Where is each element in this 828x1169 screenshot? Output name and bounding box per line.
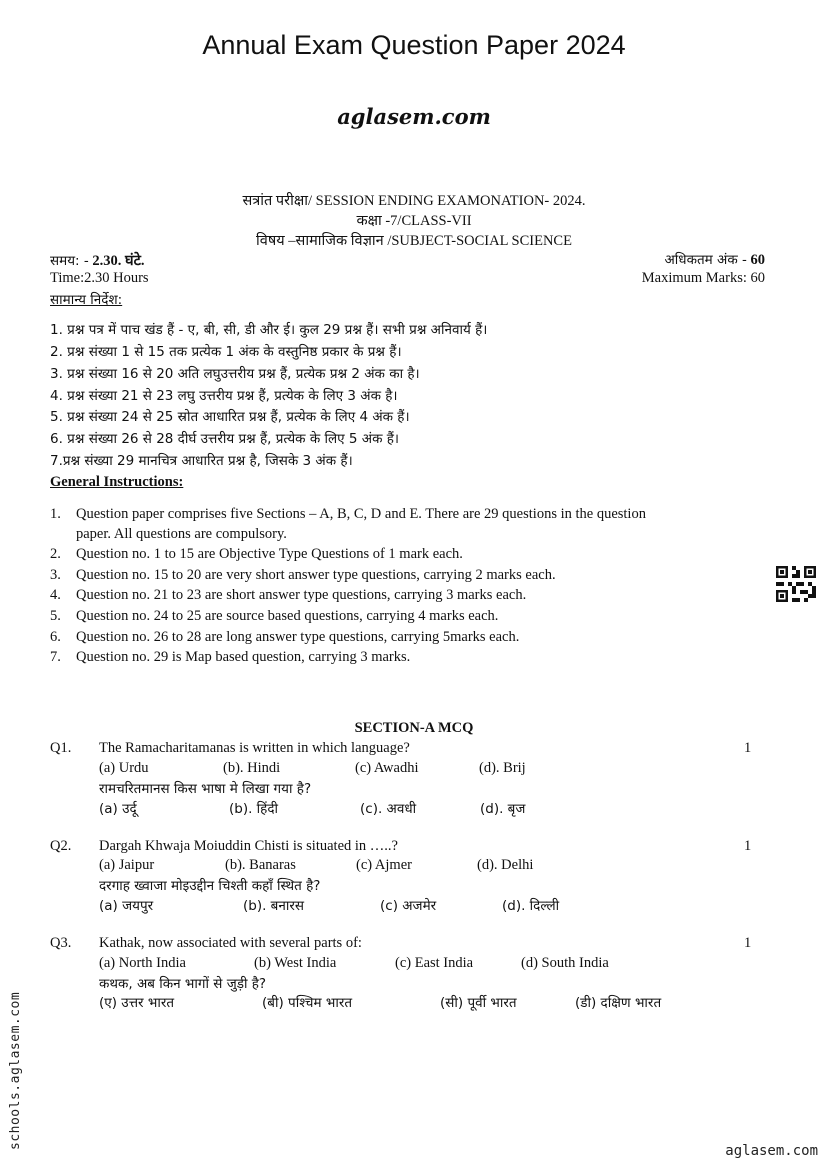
instruction-number: 2. [50,546,61,562]
max-marks-hindi-label: अधिकतम अंक - [664,252,747,268]
question-text-hindi: दरगाह ख्वाजा मोइउद्दीन चिश्ती कहाँ स्थित है? [99,878,321,894]
instruction-text-continued: paper. All questions are compulsory. [76,526,287,542]
option-hindi: (सी) पूर्वी भारत [440,995,517,1011]
option: (b). Banaras [225,857,296,873]
instruction-hindi-item: 7.प्रश्न संख्या 29 मानचित्र आधारित प्रश्न है, जिसके 3 अंक हैं। [50,453,353,469]
option-hindi: (ए) उत्तर भारत [99,995,175,1011]
question-text: Kathak, now associated with several parts of: [99,935,362,951]
instruction-number: 5. [50,608,61,624]
section-title: SECTION-A MCQ [354,720,474,736]
question-marks: 1 [744,838,752,854]
instruction-text: Question no. 21 to 23 are short answer type questions, carrying 3 marks each. [76,587,527,603]
question-text-hindi: कथक, अब किन भागों से जुड़ी है? [99,976,267,992]
option: (d) South India [521,955,609,971]
instruction-number: 7. [50,649,61,665]
option: (d). Delhi [477,857,534,873]
instruction-text: Question no. 24 to 25 are source based questions, carrying 4 marks each. [76,608,499,624]
time-hindi-value: 2.30. घंटे. [92,253,145,269]
option-hindi: (d). बृज [480,801,526,817]
instruction-item [50,629,519,646]
option-hindi: (c). अवधी [360,801,417,817]
option: (c) East India [395,955,474,971]
instruction-hindi-item: 3. प्रश्न संख्या 16 से 20 अति लघुउत्तरीय प्रश्न हैं, प्रत्येक प्रश्न 2 अंक का है। [50,366,420,382]
option: (c) Ajmer [356,857,412,873]
question-text: Dargah Khwaja Moiuddin Chisti is situated in …..? [99,838,398,854]
instruction-hindi-item: 4. प्रश्न संख्या 21 से 23 लघु उत्तरीय प्रश्न हैं, प्रत्येक के लिए 3 अंक है। [50,388,398,404]
page-title: Annual Exam Question Paper 2024 [202,30,626,60]
instruction-number: 6. [50,629,61,645]
time-hindi-label: समय: - [50,253,89,269]
option: (a) Urdu [99,760,149,776]
question-number: Q2. [50,838,72,854]
instruction-number: 4. [50,587,61,603]
option-hindi: (c) अजमेर [380,898,437,914]
question-text-hindi: रामचरितमानस किस भाषा मे लिखा गया है? [99,781,312,797]
instruction-item [50,587,526,604]
exam-header-line-2: कक्षा -7/CLASS-VII [356,213,472,229]
option: (a) Jaipur [99,857,155,873]
site-logo: aglasem.com [337,104,491,129]
qr-code-icon[interactable] [776,566,816,602]
instruction-hindi-item: 5. प्रश्न संख्या 24 से 25 स्रोत आधारित प्रश्न हैं, प्रत्येक के लिए 4 अंक हैं। [50,409,410,425]
question-marks: 1 [744,740,752,756]
instruction-item [50,608,498,625]
general-instructions-heading: General Instructions: [50,474,184,490]
option-hindi: (b). बनारस [243,898,305,914]
instruction-text: Question no. 29 is Map based question, carrying 3 marks. [76,649,411,665]
option: (b). Hindi [223,760,281,776]
option-hindi: (a) उर्दू [99,801,137,817]
instruction-item [50,649,410,666]
max-marks-english: Maximum Marks: 60 [641,270,765,286]
instruction-number: 1. [50,506,61,522]
instruction-hindi-item: 2. प्रश्न संख्या 1 से 15 तक प्रत्येक 1 अंक के वस्तुनिष्ठ प्रकार के प्रश्न हैं। [50,344,402,360]
option-hindi: (a) जयपुर [99,898,154,914]
instruction-number: 3. [50,567,61,583]
instruction-hindi-item: 1. प्रश्न पत्र में पाच खंड हैं - ए, बी, सी, डी और ई। कुल 29 प्रश्न हैं। सभी प्रश्न अनिवार्य हैं। [50,322,488,338]
instruction-text: Question no. 26 to 28 are long answer type questions, carrying 5marks each. [76,629,520,645]
exam-header-line-1: सत्रांत परीक्षा/ SESSION ENDING EXAMONATION- 2024. [242,193,586,209]
max-marks-hindi [664,250,765,269]
option-hindi: (बी) पश्चिम भारत [262,995,353,1011]
instruction-item [50,506,646,523]
option: (a) North India [99,955,186,971]
option-hindi: (डी) दक्षिण भारत [575,995,662,1011]
question-marks: 1 [744,935,752,951]
instructions-hindi-heading: सामान्य निर्देश: [50,292,123,308]
instruction-item [50,567,556,584]
instruction-text: Question no. 1 to 15 are Objective Type Questions of 1 mark each. [76,546,463,562]
option-hindi: (b). हिंदी [229,801,279,817]
option-hindi: (d). दिल्ली [502,898,560,914]
question-text: The Ramacharitamanas is written in which language? [99,740,410,756]
side-watermark: schools.aglasem.com [8,991,23,1150]
time-hindi [50,250,145,270]
question-number: Q3. [50,935,72,951]
footer-link[interactable]: aglasem.com [725,1143,818,1159]
option: (d). Brij [479,760,526,776]
instruction-item [50,546,463,563]
instruction-hindi-item: 6. प्रश्न संख्या 26 से 28 दीर्घ उत्तरीय प्रश्न हैं, प्रत्येक के लिए 5 अंक हैं। [50,431,400,447]
time-english: Time:2.30 Hours [50,270,149,286]
question-number: Q1. [50,740,72,756]
max-marks-hindi-value: 60 [750,252,765,268]
instruction-text: Question paper comprises five Sections – A, B, C, D and E. There are 29 questions in the question [76,506,646,522]
option: (b) West India [254,955,337,971]
exam-header-line-3: विषय –सामाजिक विज्ञान /SUBJECT-SOCIAL SCIENCE [256,233,572,249]
option: (c) Awadhi [355,760,419,776]
instruction-text: Question no. 15 to 20 are very short answer type questions, carrying 2 marks each. [76,567,556,583]
